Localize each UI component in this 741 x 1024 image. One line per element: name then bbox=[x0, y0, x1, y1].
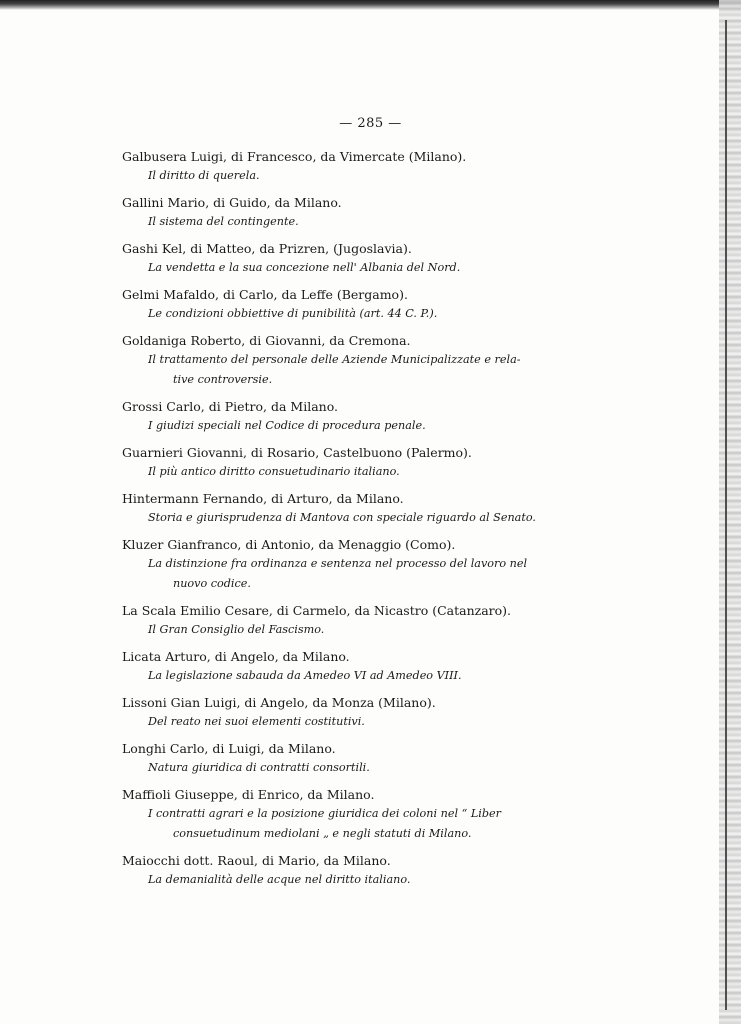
entry-title-continuation: nuovo codice. bbox=[173, 577, 251, 590]
list-item bbox=[122, 147, 562, 186]
entry-author: Licata Arturo, di Angelo, da Milano. bbox=[122, 649, 350, 664]
entry-author: Maffioli Giuseppe, di Enrico, da Milano. bbox=[122, 787, 375, 802]
entry-title bbox=[122, 620, 562, 640]
entry-title-line: Il sistema del contingente. bbox=[148, 215, 299, 228]
scan-top-edge bbox=[0, 0, 741, 10]
entry-title-line: Natura giuridica di contratti consortili. bbox=[148, 761, 370, 774]
scan-binding-line bbox=[725, 20, 727, 1010]
entry-title-line: I contratti agrari e la posizione giuridica dei coloni nel “ Liber bbox=[148, 807, 501, 820]
entry-title bbox=[122, 166, 562, 186]
entry-title bbox=[122, 666, 562, 686]
entry-title bbox=[122, 804, 562, 844]
entry-author: Guarnieri Giovanni, di Rosario, Castelbuono (Palermo). bbox=[122, 445, 472, 460]
entry-title-continuation: consuetudinum mediolani „ e negli statuti di Milano. bbox=[173, 827, 472, 840]
list-item bbox=[122, 535, 562, 594]
entry-author: Goldaniga Roberto, di Giovanni, da Cremona. bbox=[122, 333, 411, 348]
entry-author: Galbusera Luigi, di Francesco, da Vimercate (Milano). bbox=[122, 149, 467, 164]
entry-author: Gashi Kel, di Matteo, da Prizren, (Jugoslavia). bbox=[122, 241, 412, 256]
entry-title-line: Il Gran Consiglio del Fascismo. bbox=[148, 623, 325, 636]
entry-author: Grossi Carlo, di Pietro, da Milano. bbox=[122, 399, 339, 414]
entry-title-line: I giudizi speciali nel Codice di procedura penale. bbox=[148, 419, 426, 432]
entry-title-line: La demanialità delle acque nel diritto italiano. bbox=[148, 873, 411, 886]
entry-title-line: Storia e giurisprudenza di Mantova con speciale riguardo al Senato. bbox=[148, 511, 536, 524]
list-item bbox=[122, 239, 562, 278]
entry-title-line: Il più antico diritto consuetudinario italiano. bbox=[148, 465, 400, 478]
entry-title-continuation: tive controversie. bbox=[173, 373, 273, 386]
entry-author: Kluzer Gianfranco, di Antonio, da Menaggio (Como). bbox=[122, 537, 456, 552]
entry-title bbox=[122, 758, 562, 778]
entry-author: Longhi Carlo, di Luigi, da Milano. bbox=[122, 741, 336, 756]
entry-title-line: La vendetta e la sua concezione nell' Albania del Nord. bbox=[148, 261, 461, 274]
scan-binding-edge bbox=[719, 0, 741, 1024]
page-number: — 285 — bbox=[339, 116, 402, 131]
list-item bbox=[122, 785, 562, 844]
entry-author: Gelmi Mafaldo, di Carlo, da Leffe (Bergamo). bbox=[122, 287, 408, 302]
list-item bbox=[122, 739, 562, 778]
thesis-list bbox=[122, 147, 562, 897]
list-item bbox=[122, 601, 562, 640]
entry-title bbox=[122, 350, 562, 390]
list-item bbox=[122, 851, 562, 890]
list-item bbox=[122, 193, 562, 232]
entry-title bbox=[122, 462, 562, 482]
entry-title bbox=[122, 554, 562, 594]
entry-title bbox=[122, 304, 562, 324]
list-item bbox=[122, 647, 562, 686]
entry-title bbox=[122, 712, 562, 732]
entry-title bbox=[122, 508, 562, 528]
entry-author: Hintermann Fernando, di Arturo, da Milano. bbox=[122, 491, 404, 506]
entry-title bbox=[122, 416, 562, 436]
list-item bbox=[122, 331, 562, 390]
entry-title bbox=[122, 212, 562, 232]
entry-author: Lissoni Gian Luigi, di Angelo, da Monza (Milano). bbox=[122, 695, 436, 710]
entry-author: Maiocchi dott. Raoul, di Mario, da Milano. bbox=[122, 853, 391, 868]
entry-title-line: Il trattamento del personale delle Aziende Municipalizzate e rela- bbox=[148, 353, 521, 366]
entry-title-line: Del reato nei suoi elementi costitutivi. bbox=[148, 715, 365, 728]
entry-title-line: La distinzione fra ordinanza e sentenza nel processo del lavoro nel bbox=[148, 557, 528, 570]
list-item bbox=[122, 489, 562, 528]
entry-author: La Scala Emilio Cesare, di Carmelo, da Nicastro (Catanzaro). bbox=[122, 603, 512, 618]
list-item bbox=[122, 443, 562, 482]
list-item bbox=[122, 397, 562, 436]
entry-title bbox=[122, 258, 562, 278]
entry-title-line: Le condizioni obbiettive di punibilità (art. 44 C. P.). bbox=[148, 307, 438, 320]
list-item bbox=[122, 693, 562, 732]
entry-title-line: La legislazione sabauda da Amedeo VI ad Amedeo VIII. bbox=[148, 669, 462, 682]
list-item bbox=[122, 285, 562, 324]
entry-title-line: Il diritto di querela. bbox=[148, 169, 260, 182]
entry-title bbox=[122, 870, 562, 890]
entry-author: Gallini Mario, di Guido, da Milano. bbox=[122, 195, 342, 210]
